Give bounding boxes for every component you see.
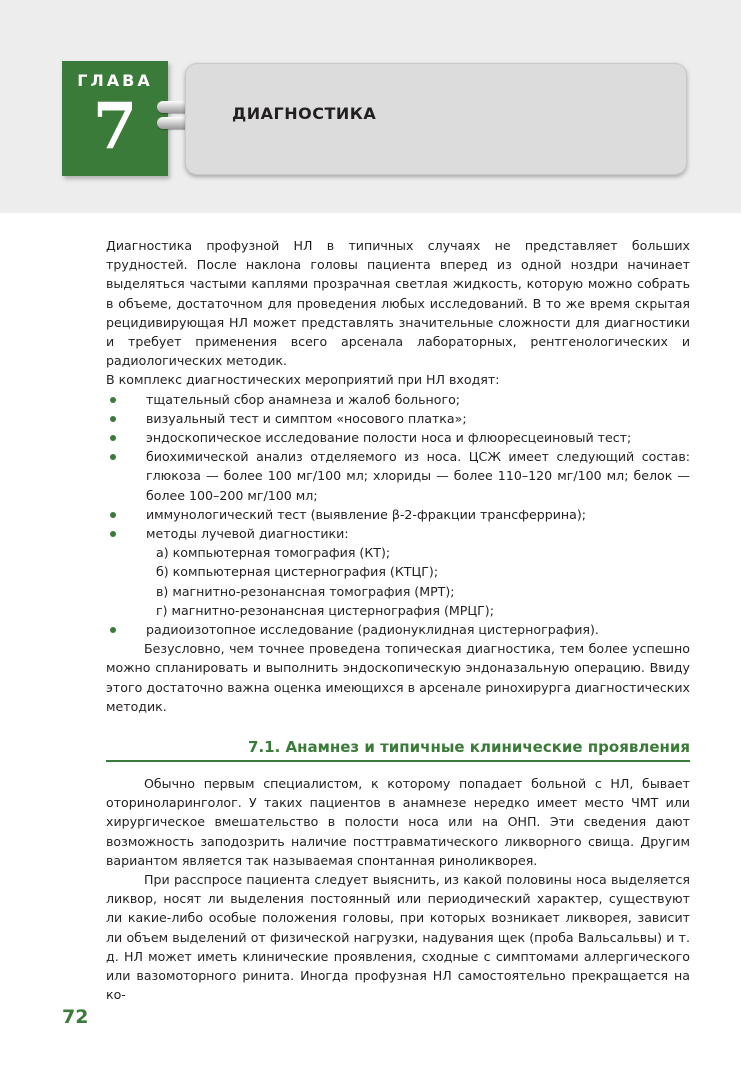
imaging-methods-list xyxy=(146,543,690,620)
chapter-word: ГЛАВА xyxy=(77,71,153,90)
list-item: методы лучевой диагностики: а) компьютерная томография (КТ); б) компьютерная цистернография (КТЦГ); в) магнитно-резонансная томография (МРТ); г) магнитно-резонансная цистернография (МРЦГ); xyxy=(106,524,690,620)
bullet-icon xyxy=(110,416,116,422)
chapter-badge xyxy=(62,61,168,176)
section-heading: 7.1. Анамнез и типичные клинические проявления xyxy=(106,738,690,762)
list-item: визуальный тест и симптом «носового платка»; xyxy=(106,409,690,428)
list-intro: В комплекс диагностических мероприятий при НЛ входят: xyxy=(106,372,500,388)
list-item: радиоизотопное исследование (радионуклидная цистернография). xyxy=(106,620,690,639)
bullet-icon xyxy=(110,435,116,441)
sub-list-item: а) компьютерная томография (КТ); xyxy=(156,545,391,561)
diagnostics-list xyxy=(106,390,690,640)
bullet-icon xyxy=(110,512,116,518)
bullet-icon xyxy=(110,627,116,633)
bullet-icon xyxy=(110,531,116,537)
page-number: 72 xyxy=(62,1006,89,1028)
bullet-icon xyxy=(110,454,116,460)
chapter-title: ДИАГНОСТИКА xyxy=(232,104,377,123)
intro-block xyxy=(106,236,690,716)
section-body xyxy=(106,774,690,1004)
sub-list-item: г) магнитно-резонансная цистернография (МРЦГ); xyxy=(156,602,494,618)
list-item: эндоскопическое исследование полости носа и флюоресцеиновый тест; xyxy=(106,428,690,447)
section-paragraph: При расспросе пациента следует выяснить, из какой половины носа выделяется ликвор, носят ли выделения постоянный или периодический характер, существуют ли какие-либо особые положения головы, при которых возникает ликворея, зависит ли объем выделений от физической нагрузки, надувания щек (проба Вальсальвы) и т. д. НЛ может иметь клинические проявления, сходные с симптомами аллергического или вазомоторного ринита. Иногда профузная НЛ самостоятельно прекращается на ко- xyxy=(106,872,690,1003)
list-item: тщательный сбор анамнеза и жалоб больного; xyxy=(106,390,690,409)
sub-list-item: б) компьютерная цистернография (КТЦГ); xyxy=(156,564,439,580)
chapter-number: 7 xyxy=(92,89,138,164)
bullet-icon xyxy=(110,397,116,403)
conclusion-paragraph: Безусловно, чем точнее проведена топическая диагностика, тем более успешно можно спланировать и выполнить эндоскопическую эндоназальную операцию. Ввиду этого достаточно важна оценка имеющихся в арсенале ринохирурга диагностических методик. xyxy=(106,641,690,714)
chapter-title-card xyxy=(185,63,687,175)
sub-list-item: в) магнитно-резонансная томография (МРТ); xyxy=(156,583,455,599)
list-item: биохимической анализ отделяемого из носа. ЦСЖ имеет следующий состав: глюкоза — более 100 мг/100 мл; хлориды — более 110–120 мг/100 мл; белок — более 100–200 мг/100 мл; xyxy=(106,447,690,505)
list-item: иммунологический тест (выявление β-2-фракции трансферрина); xyxy=(106,505,690,524)
intro-paragraph: Диагностика профузной НЛ в типичных случаях не представляет больших трудностей. После наклона головы пациента вперед из одной ноздри начинает выделяться частыми каплями прозрачная светлая жидкость, которую можно собрать в объеме, достаточном для проведения любых исследований. В то же время скрытая рецидивирующая НЛ может представлять значительные сложности для диагностики и требует применения всего арсенала лабораторных, рентгенологических и радиологических методик. xyxy=(106,238,690,369)
section-paragraph: Обычно первым специалистом, к которому попадает больной с НЛ, бывает оториноларинголог. У таких пациентов в анамнезе нередко имеет место ЧМТ или хирургическое вмешательство в полости носа или на ОНП. Эти сведения дают возможность заподозрить наличие посттравматического ликворного свища. Другим вариантом является так называемая спонтанная риноликворея. xyxy=(106,776,690,868)
